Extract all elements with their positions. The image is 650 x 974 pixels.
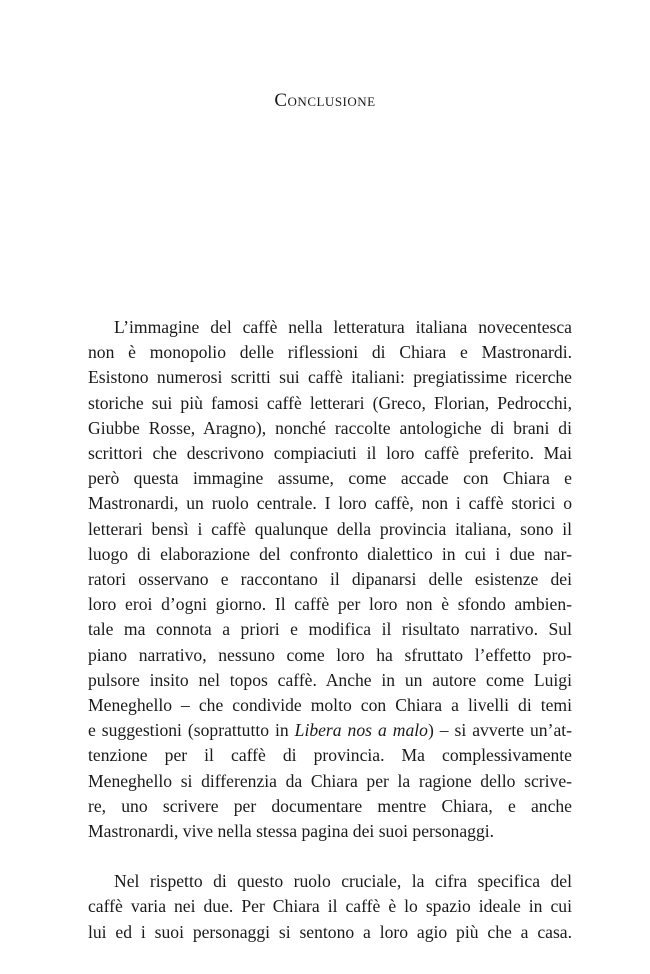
text-line: Meneghello – che condivide molto con Chiara a livelli di temi bbox=[88, 695, 572, 716]
paragraph-2 bbox=[88, 869, 572, 945]
text-line: storiche sui più famosi caffè letterari (Greco, Florian, Pedrocchi, bbox=[88, 392, 572, 413]
text-line: tale ma connota a priori e modifica il risultato narrativo. Sul bbox=[88, 619, 572, 640]
text-line: Giubbe Rosse, Aragno), nonché raccolte antologiche di brani di bbox=[88, 417, 572, 438]
text-segment: e suggestioni (soprattutto in bbox=[88, 720, 295, 741]
text-line: non è monopolio delle riflessioni di Chiara e Mastronardi. bbox=[88, 342, 572, 363]
text-line: piano narrativo, nessuno come loro ha sfruttato l’effetto pro- bbox=[88, 644, 572, 665]
text-line-with-italic bbox=[88, 718, 572, 743]
text-line: re, uno scrivere per documentare mentre Chiara, e anche bbox=[88, 795, 572, 816]
text-line: però questa immagine assume, come accade con Chiara e bbox=[88, 468, 572, 489]
text-line: lui ed i suoi personaggi si sentono a loro agio più che a casa. bbox=[88, 921, 572, 942]
text-line: luogo di elaborazione del confronto dialettico in cui i due nar- bbox=[88, 543, 572, 564]
text-line: Meneghello si differenzia da Chiara per la ragione dello scrive- bbox=[88, 770, 572, 791]
book-title-italic: Libera nos a malo bbox=[294, 720, 428, 741]
text-line: L’immagine del caffè nella letteratura italiana novecentesca bbox=[114, 317, 572, 337]
text-line: pulsore insito nel topos caffè. Anche in un autore come Luigi bbox=[88, 669, 572, 690]
chapter-title: Conclusione bbox=[274, 90, 376, 111]
text-line: caffè varia nei due. Per Chiara il caffè è lo spazio ideale in cui bbox=[88, 896, 572, 917]
text-line: scrittori che descrivono compiaciuti il loro caffè preferito. Mai bbox=[88, 443, 572, 464]
text-line: ratori osservano e raccontano il dipanarsi delle esistenze dei bbox=[88, 569, 572, 590]
text-line: loro eroi d’ogni giorno. Il caffè per loro non è sfondo ambien- bbox=[88, 594, 572, 615]
text-line: tenzione per il caffè di provincia. Ma complessivamente bbox=[88, 745, 572, 766]
text-line: Esistono numerosi scritti sui caffè italiani: pregiatissime ricerche bbox=[88, 367, 572, 388]
text-segment: ) – si avverte un’at- bbox=[427, 720, 572, 741]
text-line: Mastronardi, un ruolo centrale. I loro caffè, non i caffè storici o bbox=[88, 493, 572, 514]
body-text bbox=[88, 315, 572, 945]
paragraph-1 bbox=[88, 315, 572, 844]
text-line: Mastronardi, vive nella stessa pagina dei suoi personaggi. bbox=[88, 821, 495, 842]
text-line: letterari bensì i caffè qualunque della provincia italiana, sono il bbox=[88, 518, 572, 539]
text-line: Nel rispetto di questo ruolo cruciale, la cifra specifica del bbox=[114, 871, 572, 892]
